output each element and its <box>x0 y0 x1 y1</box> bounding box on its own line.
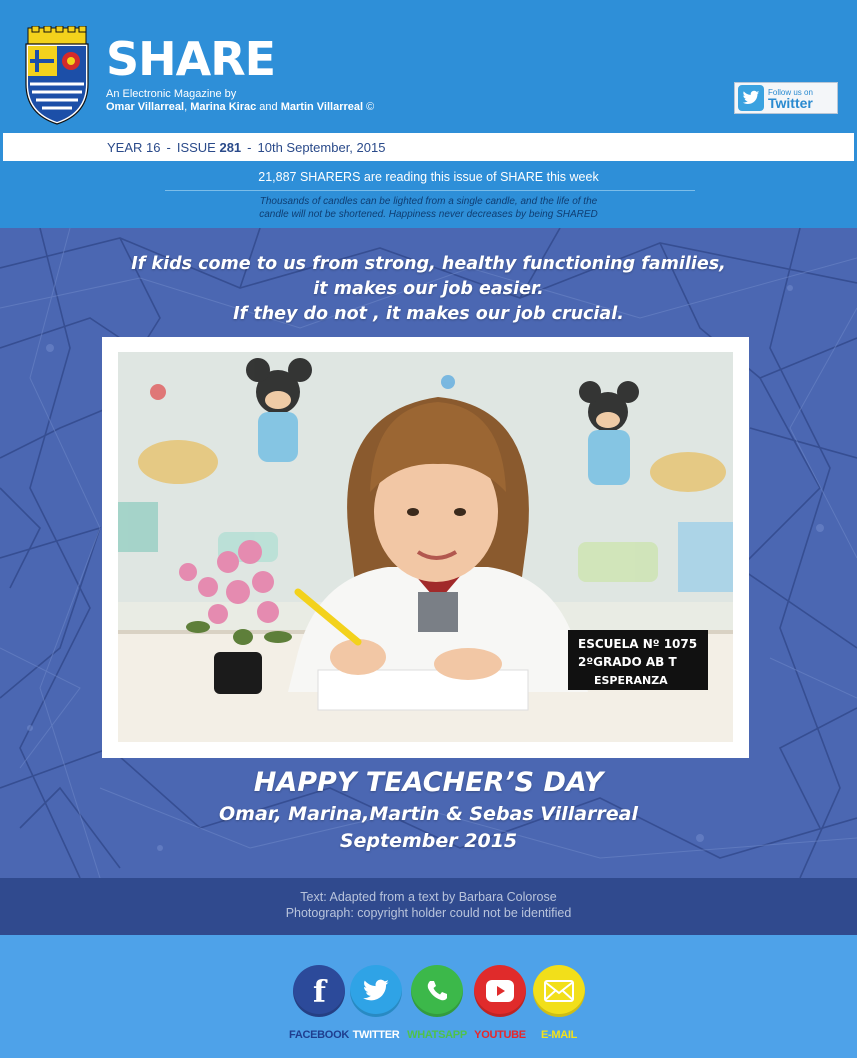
issue-number: 281 <box>219 139 242 155</box>
twitter-icon <box>350 965 402 1017</box>
quote-line: If kids come to us from strong, healthy functioning families, <box>131 254 726 274</box>
quote-line: it makes our job easier. <box>313 279 544 299</box>
year-label: YEAR 16 <box>107 139 161 155</box>
author-omar: Omar Villarreal <box>106 101 185 113</box>
main-panel <box>0 228 857 878</box>
readers-count: 21,887 SHARERS are reading this issue of SHARE this week <box>258 170 599 184</box>
whatsapp-label: WHATSAPP <box>407 1029 467 1041</box>
and-word: and <box>259 101 278 113</box>
crest-logo-icon <box>22 26 92 126</box>
twitter-badge-text <box>768 87 813 109</box>
whatsapp-icon <box>411 965 463 1017</box>
author-martin: Martin Villarreal <box>280 101 364 113</box>
quote-line: If they do not , it makes our job crucial. <box>233 304 624 324</box>
magazine-subtitle: An Electronic Magazine by Omar Villarreal, Marina Kirac and Martin Villarreal © <box>106 88 375 113</box>
whatsapp-share-button[interactable] <box>407 965 467 1041</box>
motto-line: Thousands of candles can be lighted from a single candle, and the life of the <box>259 196 598 207</box>
facebook-label: FACEBOOK <box>289 1029 349 1041</box>
header <box>0 0 857 228</box>
twitter-bird-icon <box>738 85 764 111</box>
author-marina: Marina Kirac <box>190 101 257 113</box>
teacher-quote <box>0 252 857 327</box>
issue-label: ISSUE <box>176 139 216 155</box>
greeting <box>0 766 857 854</box>
facebook-icon <box>293 965 345 1017</box>
sign-line-3: ESPERANZA <box>594 674 668 687</box>
separator: - <box>247 139 252 155</box>
follow-twitter-button[interactable] <box>734 82 838 114</box>
email-label: E-MAIL <box>540 1029 578 1041</box>
girl-at-desk-photo <box>118 352 733 742</box>
email-icon <box>533 965 585 1017</box>
issue-date: 10th September, 2015 <box>257 139 386 155</box>
footer <box>0 935 857 1058</box>
motto-line: candle will not be shortened. Happiness never decreases by being SHARED <box>259 209 598 220</box>
greeting-date: September 2015 <box>339 830 518 852</box>
twitter-follow-small: Follow us on <box>768 88 813 97</box>
greeting-names: Omar, Marina,Martin & Sebas Villarreal <box>219 803 638 825</box>
youtube-label: YOUTUBE <box>474 1029 526 1041</box>
greeting-title: HAPPY TEACHER’S DAY <box>253 767 604 798</box>
separator: - <box>166 139 171 155</box>
credits <box>0 878 857 935</box>
twitter-follow-big: Twitter <box>768 95 813 111</box>
email-share-button[interactable] <box>529 965 589 1041</box>
youtube-share-button[interactable] <box>470 965 530 1041</box>
credit-text: Text: Adapted from a text by Barbara Colorose <box>300 890 557 904</box>
subtitle-line: An Electronic Magazine by <box>106 88 237 100</box>
issue-bar <box>3 133 854 161</box>
share-logo-text: SHARE <box>106 32 276 86</box>
divider <box>165 190 695 191</box>
sign-line-2: 2ºGRADO AB T <box>578 655 677 669</box>
photo-frame <box>102 337 749 758</box>
twitter-label: TWITTER <box>352 1029 400 1041</box>
youtube-icon <box>474 965 526 1017</box>
copyright-symbol: © <box>366 101 375 113</box>
brand <box>106 32 375 114</box>
facebook-share-button[interactable] <box>289 965 349 1041</box>
twitter-share-button[interactable] <box>346 965 406 1041</box>
sign-line-1: ESCUELA Nº 1075 <box>578 637 698 651</box>
credit-photo: Photograph: copyright holder could not be identified <box>285 906 572 920</box>
svg-text:f: f <box>313 976 326 1006</box>
motto <box>0 195 857 221</box>
